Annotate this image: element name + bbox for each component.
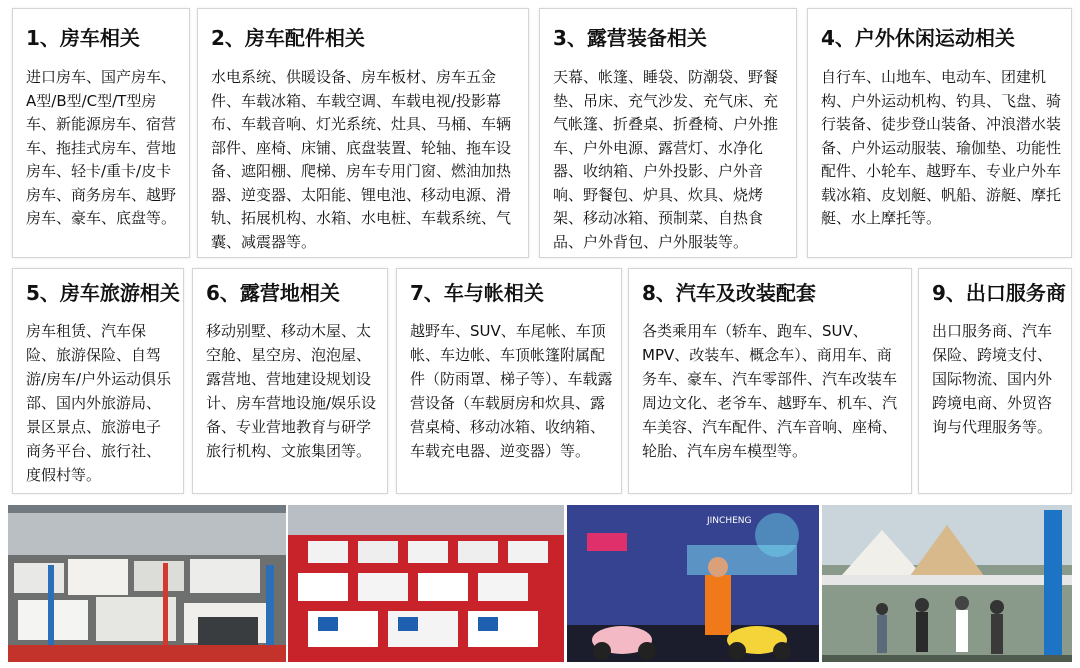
category-card-campsite [192,268,388,494]
category-title: 1、房车相关 [26,26,140,50]
category-text: 进口房车、国产房车、A型/B型/C型/T型房车、新能源房车、宿营车、拖挂式房车、营地房车、轻卡/重卡/皮卡房车、商务房车、越野房车、豪车、底盘等。 [26,68,177,227]
category-text: 移动别墅、移动木屋、太空舱、星空房、泡泡屋、露营地、营地建设规划设计、房车营地设施/娱乐设备、专业营地教育与研学旅行机构、文旅集团等。 [206,322,377,460]
category-card-camping-gear [539,8,797,258]
category-text: 天幕、帐篷、睡袋、防潮袋、野餐垫、吊床、充气沙发、充气床、充气帐篷、折叠桌、折叠椅、户外推车、户外电源、露营灯、水净化器、收纳箱、户外投影、户外音响、野餐包、炉具、炊具、烧烤架、移动冰箱、预制菜、自热食品、户外背包、户外服装等。 [553,68,779,251]
category-title: 3、露营装备相关 [553,26,707,50]
category-text: 房车租赁、汽车保险、旅游保险、自驾游/房车/户外运动俱乐部、国内外旅游局、景区景点、旅游电子商务平台、旅行社、度假村等。 [26,322,172,484]
category-card-rv [12,8,190,258]
category-title: 4、户外休闲运动相关 [821,26,1015,50]
category-card-car-tent [396,268,622,494]
category-card-auto-modification [628,268,912,494]
category-card-rv-tourism [12,268,184,494]
category-title: 5、房车旅游相关 [26,281,180,305]
category-text: 自行车、山地车、电动车、团建机构、户外运动机构、钓具、飞盘、骑行装备、徒步登山装备、冲浪潜水装备、户外运动服装、瑜伽垫、功能性配件、小轮车、越野车、专业户外车载冰箱、皮划艇、帆船、游艇、摩托艇、水上摩托等。 [821,68,1062,227]
category-text: 各类乘用车（轿车、跑车、SUV、MPV、改装车、概念车）、商用车、商务车、豪车、汽车零部件、汽车改装车周边文化、老爷车、越野车、机车、汽车美容、汽车配件、汽车音响、座椅、轮胎、汽车房车模型等。 [642,322,898,460]
category-text: 水电系统、供暖设备、房车板材、房车五金件、车载冰箱、车载空调、车载电视/投影幕布、车载音响、灯光系统、灶具、马桶、车辆部件、座椅、床铺、底盘装置、轮轴、拖车设备、遮阳棚、爬梯、房车专用门窗、燃油加热器、逆变器、太阳能、锂电池、移动电源、滑轨、拓展机构、水箱、水电桩、车载系统、气囊、减震器等。 [211,68,512,251]
exhibition-booths-photo [288,505,564,662]
stage-presenter-photo [567,505,819,662]
outdoor-camping-photo [822,505,1072,662]
exhibition-hall-rv-photo [8,505,286,662]
category-text: 出口服务商、汽车保险、跨境支付、国际物流、国内外跨境电商、外贸咨询与代理服务等。 [932,322,1053,436]
category-title: 9、出口服务商 [932,281,1066,305]
category-title: 8、汽车及改装配套 [642,281,816,305]
category-card-rv-parts [197,8,529,258]
category-card-export-services [918,268,1072,494]
category-title: 6、露营地相关 [206,281,340,305]
category-card-outdoor-sports [807,8,1072,258]
category-title: 7、车与帐相关 [410,281,544,305]
category-text: 越野车、SUV、车尾帐、车顶帐、车边帐、车顶帐篷附属配件（防雨罩、梯子等）、车载露营设备（车载厨房和炊具、露营桌椅、移动冰箱、收纳箱、车载充电器、逆变器）等。 [410,322,613,460]
category-title: 2、房车配件相关 [211,26,365,50]
sign-text: JINCHENG [707,516,752,526]
